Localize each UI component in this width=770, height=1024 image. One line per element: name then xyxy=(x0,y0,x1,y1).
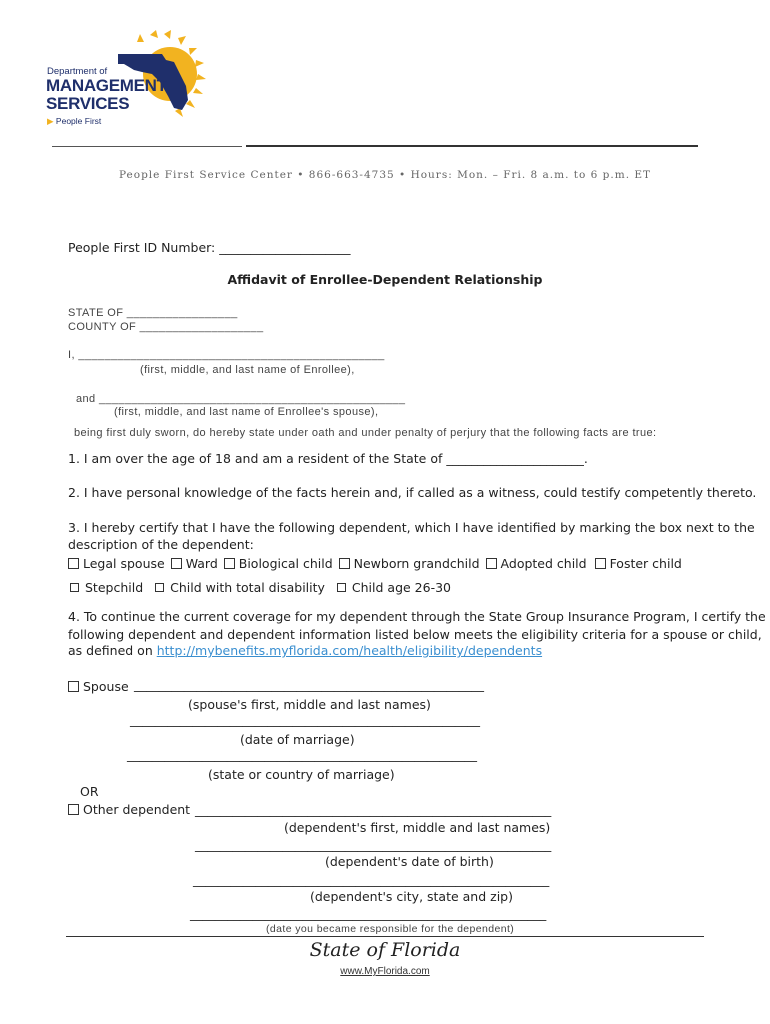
state-of-field[interactable]: STATE OF _________________ xyxy=(68,307,238,319)
option-child-total-disability[interactable] xyxy=(155,580,325,595)
checkbox-icon[interactable] xyxy=(70,583,79,592)
dependent-dob-line[interactable]: _________________________________________________________ xyxy=(195,837,552,852)
oath-statement: being first duly sworn, do hereby state under oath and under penalty of perjury that the following facts are true: xyxy=(74,427,657,439)
option-label: Child with total disability xyxy=(170,580,325,595)
header-rule-right xyxy=(246,145,698,147)
play-arrow-icon: ▶ xyxy=(47,116,54,126)
people-first-id-blank: _____________________ xyxy=(219,240,351,255)
option-legal-spouse[interactable] xyxy=(68,556,165,571)
spouse-label: Spouse xyxy=(83,679,129,694)
dependent-name-line[interactable]: _________________________________________________________ xyxy=(195,802,552,817)
spouse-name-line[interactable]: ________________________________________________________ xyxy=(134,677,484,692)
service-center-info: People First Service Center • 866-663-4735 • Hours: Mon. – Fri. 8 a.m. to 6 p.m. ET xyxy=(118,169,652,181)
responsibility-date-line[interactable]: _________________________________________________________ xyxy=(190,906,547,921)
item-4-line3-prefix: as defined on xyxy=(68,643,157,658)
option-adopted-child[interactable] xyxy=(486,556,587,571)
enrollee-name-caption: (first, middle, and last name of Enrollee), xyxy=(140,364,355,376)
other-dependent-option[interactable] xyxy=(68,802,190,817)
option-label: Stepchild xyxy=(85,580,144,595)
logo-tagline-text: People First xyxy=(55,116,102,126)
option-biological-child[interactable] xyxy=(224,556,333,571)
item-3-line2: description of the dependent: xyxy=(68,537,254,552)
option-ward[interactable] xyxy=(171,556,218,571)
checkbox-icon[interactable] xyxy=(68,681,79,692)
dependent-dob-caption: (dependent's date of birth) xyxy=(325,854,494,869)
spouse-option[interactable] xyxy=(68,679,129,694)
option-label: Newborn grandchild xyxy=(353,556,480,571)
people-first-id-field[interactable] xyxy=(68,240,351,255)
spouse-name-caption: (first, middle, and last name of Enrollee's spouse), xyxy=(114,406,379,418)
option-stepchild[interactable] xyxy=(70,580,143,595)
checkbox-icon[interactable] xyxy=(171,558,182,569)
dependent-address-line[interactable]: _________________________________________________________ xyxy=(193,872,550,887)
checkbox-icon[interactable] xyxy=(68,804,79,815)
option-label: Adopted child xyxy=(500,556,587,571)
checkbox-icon[interactable] xyxy=(337,583,346,592)
logo-line1: Department of xyxy=(47,66,108,77)
item-4-line2: following dependent and dependent information listed below meets the eligibility criteria for a spouse or child, xyxy=(68,627,762,642)
dependent-address-caption: (dependent's city, state and zip) xyxy=(310,889,513,904)
item-2: 2. I have personal knowledge of the facts herein and, if called as a witness, could testify competently thereto. xyxy=(68,485,757,500)
item-4-line1: 4. To continue the current coverage for my dependent through the State Group Insurance Program, I certify the xyxy=(68,609,766,624)
form-title: Affidavit of Enrollee-Dependent Relationship xyxy=(227,272,543,287)
marriage-location-caption: (state or country of marriage) xyxy=(208,767,395,782)
item-4-line3 xyxy=(68,643,542,658)
checkbox-icon[interactable] xyxy=(595,558,606,569)
responsibility-date-caption: (date you became responsible for the dependent) xyxy=(266,923,515,935)
dependent-name-caption: (dependent's first, middle and last names) xyxy=(284,820,551,835)
checkbox-icon[interactable] xyxy=(155,583,164,592)
other-dependent-label: Other dependent xyxy=(83,802,191,817)
checkbox-icon[interactable] xyxy=(339,558,350,569)
enrollee-name-field[interactable]: I, _______________________________________________ xyxy=(68,349,385,361)
spouse-name-field[interactable]: and _______________________________________________ xyxy=(76,393,406,405)
logo-line3: SERVICES xyxy=(46,94,130,113)
marriage-date-caption: (date of marriage) xyxy=(240,732,355,747)
option-newborn-grandchild[interactable] xyxy=(339,556,480,571)
option-foster-child[interactable] xyxy=(595,556,682,571)
option-label: Biological child xyxy=(238,556,333,571)
option-label: Foster child xyxy=(609,556,682,571)
dependent-options-row1 xyxy=(68,556,682,571)
spouse-name-line-caption: (spouse's first, middle and last names) xyxy=(188,697,431,712)
checkbox-icon[interactable] xyxy=(486,558,497,569)
header-rule-left xyxy=(52,146,242,147)
option-label: Ward xyxy=(185,556,218,571)
footer-url[interactable]: www.MyFlorida.com xyxy=(340,966,430,977)
option-label: Child age 26-30 xyxy=(351,580,451,595)
footer-state: State of Florida xyxy=(309,939,461,961)
marriage-date-line[interactable]: ________________________________________________________ xyxy=(130,712,480,727)
footer-rule xyxy=(66,936,704,937)
dependent-options-row2 xyxy=(70,580,451,595)
county-of-field[interactable]: COUNTY OF ___________________ xyxy=(68,321,264,333)
logo-tagline xyxy=(47,116,101,127)
eligibility-link[interactable]: http://mybenefits.myflorida.com/health/eligibility/dependents xyxy=(156,643,543,658)
option-child-age-26-30[interactable] xyxy=(337,580,451,595)
people-first-id-label: People First ID Number: xyxy=(68,240,216,255)
item-1: 1. I am over the age of 18 and am a resident of the State of ______________________. xyxy=(68,451,588,466)
dms-logo xyxy=(40,30,210,130)
marriage-location-line[interactable]: ________________________________________________________ xyxy=(127,747,477,762)
or-separator: OR xyxy=(80,784,99,799)
item-3-line1: 3. I hereby certify that I have the following dependent, which I have identified by marking the box next to the xyxy=(68,520,755,535)
checkbox-icon[interactable] xyxy=(224,558,235,569)
checkbox-icon[interactable] xyxy=(68,558,79,569)
logo-line2: MANAGEMENT xyxy=(46,76,167,95)
option-label: Legal spouse xyxy=(83,556,165,571)
